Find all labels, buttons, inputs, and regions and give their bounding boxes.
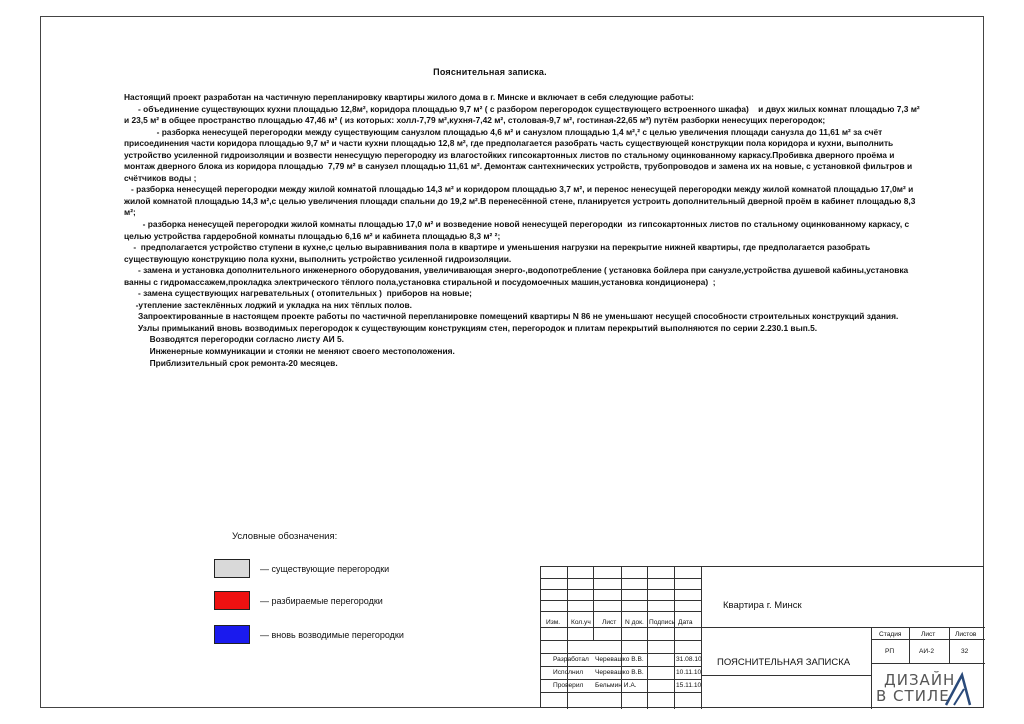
- paragraph: Приблизительный срок ремонта-20 месяцев.: [124, 357, 338, 368]
- company-logo: [874, 671, 980, 707]
- logo-line-2: В СТИЛЕ: [876, 687, 950, 705]
- date-executed: 10.11.10: [676, 669, 702, 676]
- sheets-value: 32: [961, 648, 969, 655]
- sheets-label: Листов: [955, 631, 977, 638]
- paragraph: Настоящий проект разработан на частичную перепланировку квартиры жилого дома в г. Минске и включает в себя следующие работы:: [124, 92, 694, 102]
- role-checked: Проверил: [553, 682, 584, 689]
- date-checked: 15.11.10: [676, 682, 702, 689]
- role-executed: Исполнил: [553, 669, 584, 676]
- legend-item-dismantled: [214, 590, 383, 611]
- paragraph: - объединение существующих кухни площадью 12,8м², коридора площадью 9,7 м² ( с разбором перегородок существующего встроенного шкафа) и двух жилых комнат площадью 7,3 м² и 23,5 м² в общее пространство площадью 47,46 м² ( из которых: холл-7,79 м²,кухня-7,42 м², столовая-9,7 м², гостиная-22,65 м²) путём разборки ненесущих перегородок;: [124, 103, 923, 126]
- date-developed: 31.08.10: [676, 656, 702, 663]
- logo-mark-icon: [936, 671, 976, 707]
- legend-label: — существующие перегородки: [260, 563, 390, 574]
- header-data: Дата: [678, 619, 693, 626]
- paragraph: - замена существующих нагревательных ( отопительных ) приборов на новые;: [124, 288, 472, 299]
- paragraph: - разборка ненесущей перегородки между существующим санузлом площадью 4,6 м² и санузлом площадью 1,4 м²,² с целью увеличения площади санузла до 11,61 м² за счёт присоединения части коридора площадью 9,7 м² и части кухни площадью 12,8 м², где предполагается разобрать часть существующей конструкции пола коридора и кухни, выполнить устройство усиленной гидроизоляции и возвести ненесущую перегородку из влагостойких гипсокартонных листов по стальному оцинкованному каркасу.Пробивка дверного проёма и монтаж дверного блока из коридора площадью 7,79 м² в санузел площадью 11,61 м². Демонтаж сантехнических устройств, трубопроводов и замена их на новые, с установкой фильтров и счётчиков воды ;: [124, 126, 915, 183]
- legend-swatch: [214, 559, 250, 578]
- sheet-title: ПОЯСНИТЕЛЬНАЯ ЗАПИСКА: [717, 657, 851, 668]
- header-kol-uch: Кол.уч: [571, 619, 591, 626]
- header-izm: Изм.: [546, 619, 561, 626]
- legend-item-new: [214, 624, 404, 645]
- header-n-dok: N док.: [625, 619, 644, 626]
- legend-label: — разбираемые перегородки: [260, 595, 383, 606]
- legend-label: — вновь возводимые перегородки: [260, 629, 404, 640]
- header-podpis: Подпись: [649, 619, 676, 626]
- stage-label: Стадия: [879, 631, 902, 638]
- object-name: Квартира г. Минск: [723, 600, 802, 611]
- stage-value: РП: [885, 648, 895, 655]
- legend-item-existing: [214, 558, 389, 579]
- explanatory-note-body: [124, 92, 924, 369]
- paragraph: - разборка ненесущей перегородки жилой комнаты площадью 17,0 м² и возведение новой ненесущей перегородки из гипсокартонных листов по стальному оцинкованному каркасу, с целью устройства гардеробной комнаты площадью 6,16 м² и кабинета площадью 8,3 м² ²;: [124, 219, 912, 241]
- legend-swatch: [214, 625, 250, 644]
- paragraph: Узлы примыканий вновь возводимых перегородок к существующим конструкциям стен, перегородок и плитам перекрытий выполняются по серии 2.230.1 вып.5.: [124, 322, 818, 333]
- logo-line-1: ДИЗАЙН: [884, 671, 956, 689]
- name-checked: Бельмин И.А.: [595, 682, 637, 689]
- legend-title: Условные обозначения:: [232, 531, 338, 542]
- header-list: Лист: [602, 619, 617, 626]
- paragraph: Возводятся перегородки согласно листу АИ 5.: [124, 334, 345, 345]
- document-title: Пояснительная записка.: [433, 67, 547, 77]
- sheet-label: Лист: [921, 631, 936, 638]
- legend-swatch: [214, 591, 250, 610]
- name-executed: Черевашко В.В.: [595, 669, 644, 676]
- paragraph: - предполагается устройство ступени в кухне,с целью выравнивания пола в квартире и уменьшения нагрузки на перекрытие нижней квартиры, где предполагается разобрать существующую конструкцию пола кухни, выполнить устройство усиленной гидроизоляции.: [124, 242, 875, 264]
- name-developed: Черевашко В.В.: [595, 656, 644, 663]
- sheet-value: АИ-2: [919, 648, 935, 655]
- paragraph: - разборка ненесущей перегородки между жилой комнатой площадью 14,3 м² и коридором площадью 3,7 м², и перенос ненесущей перегородки между жилой комнатой площадью 17,0м² и жилой комнатой площадью 14,3 м²,с целью увеличения площади спальни до 19,2 м².В перенесённой стене, планируется устроить дополнительный дверной проём в кабинет площадью 8,3 м²;: [124, 184, 918, 218]
- role-developed: Разработал: [553, 656, 589, 663]
- paragraph: Запроектированные в настоящем проекте работы по частичной перепланировке помещений квартиры N 86 не уменьшают несущей способности строительных конструкций здания.: [124, 311, 899, 322]
- paragraph: Инженерные коммуникации и стояки не меняют своего местоположения.: [124, 346, 455, 357]
- paragraph: - замена и установка дополнительного инженерного оборудования, увеличивающая энерго-,водопотребление ( установка бойлера при санузле,устройства душевой кабины,установка ванны с гидромассажем,прокладка электрического тёплого пола,установка стиральной и посудомоечных машин,установка кондиционера) ;: [124, 265, 911, 287]
- paragraph: -утепление застеклённых лоджий и укладка на них тёплых полов.: [124, 299, 412, 310]
